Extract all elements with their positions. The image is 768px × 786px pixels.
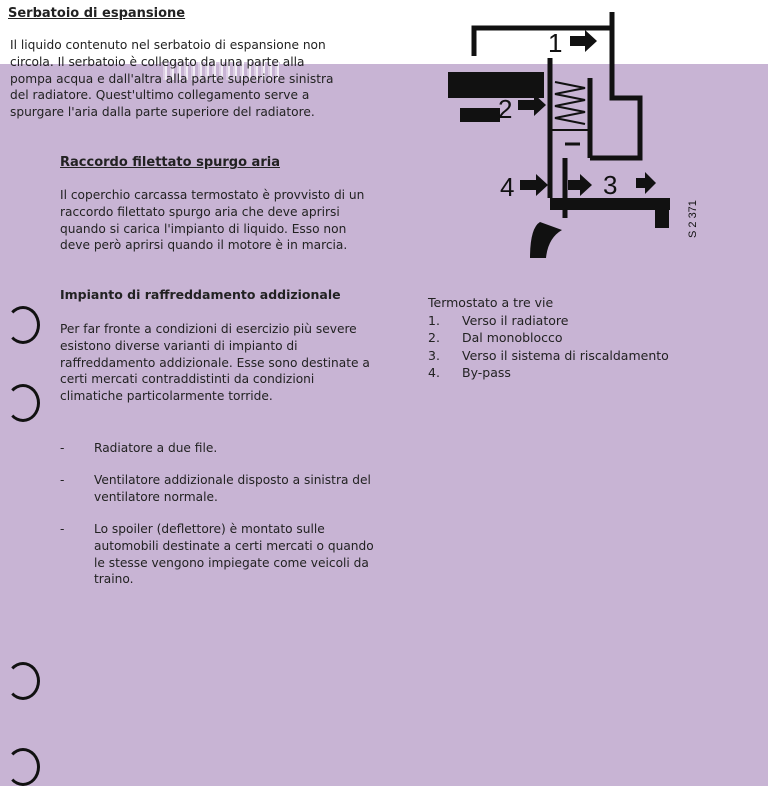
punch-hole xyxy=(6,662,40,700)
legend-text: Dal monoblocco xyxy=(462,330,563,345)
heading-bleed-fitting: Raccordo filettato spurgo aria xyxy=(60,155,280,170)
label-1: 1 xyxy=(548,28,563,58)
legend-text: Verso il sistema di riscaldamento xyxy=(462,347,669,363)
label-3: 3 xyxy=(603,170,618,200)
arrow-4 xyxy=(520,174,548,196)
legend-number: 4. xyxy=(428,365,440,380)
heading-expansion-tank: Serbatoio di espansione xyxy=(8,6,186,21)
punch-hole xyxy=(6,748,40,786)
bullet-dash: - xyxy=(60,473,65,487)
thermostat-diagram xyxy=(440,8,710,268)
upper-housing-block xyxy=(448,72,544,98)
paragraph-expansion-tank: Il liquido contenuto nel serbatoio di espansione non circola. Il serbatoio è collegato da una parte alla pompa acqua e dall'altra alla parte superiore sinistra del radiatore. Quest'ultimo collegamento serve a spurgare l'aria dalla parte superiore del radiatore. xyxy=(10,38,334,120)
bullet-dash: - xyxy=(60,522,65,536)
legend-item xyxy=(428,312,669,330)
paragraph-bleed-fitting: Il coperchio carcassa termostato è provvisto di un raccordo filettato spurgo aria che deve aprirsi quando si carica l'impianto di liquido. Esso non deve però aprirsi quando il motore è in marcia. xyxy=(60,188,365,253)
legend-text: By-pass xyxy=(462,365,511,380)
diagram-code: S 2 371 xyxy=(687,200,699,238)
bullet-text: Lo spoiler (deflettore) è montato sulle automobili destinate a certi mercati o quando le stesse vengono impiegate come veicoli da traino. xyxy=(94,522,374,587)
legend-number: 2. xyxy=(428,330,440,345)
punch-hole xyxy=(6,384,40,422)
legend-number: 1. xyxy=(428,312,440,328)
punch-hole xyxy=(6,306,40,344)
paragraph-additional-cooling: Per far fronte a condizioni di esercizio più severe esistono diverse varianti di impianto di raffreddamento addizionale. Esse sono destinate a certi mercati contraddistinti da condizioni climatiche particolarmente torride. xyxy=(60,322,370,404)
legend-number: 3. xyxy=(428,347,440,363)
thermostat-spring xyxy=(550,82,590,130)
housing-outline xyxy=(474,12,612,56)
bullet-text: Radiatore a due file. xyxy=(94,441,218,455)
bullet-dash: - xyxy=(60,441,65,455)
arrow-3 xyxy=(636,172,656,194)
label-4: 4 xyxy=(500,172,515,202)
bullet-text: Ventilatore addizionale disposto a sinistra del ventilatore normale. xyxy=(94,473,371,504)
legend-text: Verso il radiatore xyxy=(462,312,569,328)
legend-item xyxy=(428,364,669,382)
heading-additional-cooling: Impianto di raffreddamento addizionale xyxy=(60,287,341,302)
label-2: 2 xyxy=(498,94,513,124)
arrow-4b xyxy=(568,174,592,196)
lower-pipe xyxy=(530,222,562,258)
legend-item xyxy=(428,329,669,347)
legend-item xyxy=(428,347,669,365)
figure-caption xyxy=(428,294,669,382)
arrow-1 xyxy=(570,30,597,52)
caption-title: Termostato a tre vie xyxy=(428,295,554,310)
